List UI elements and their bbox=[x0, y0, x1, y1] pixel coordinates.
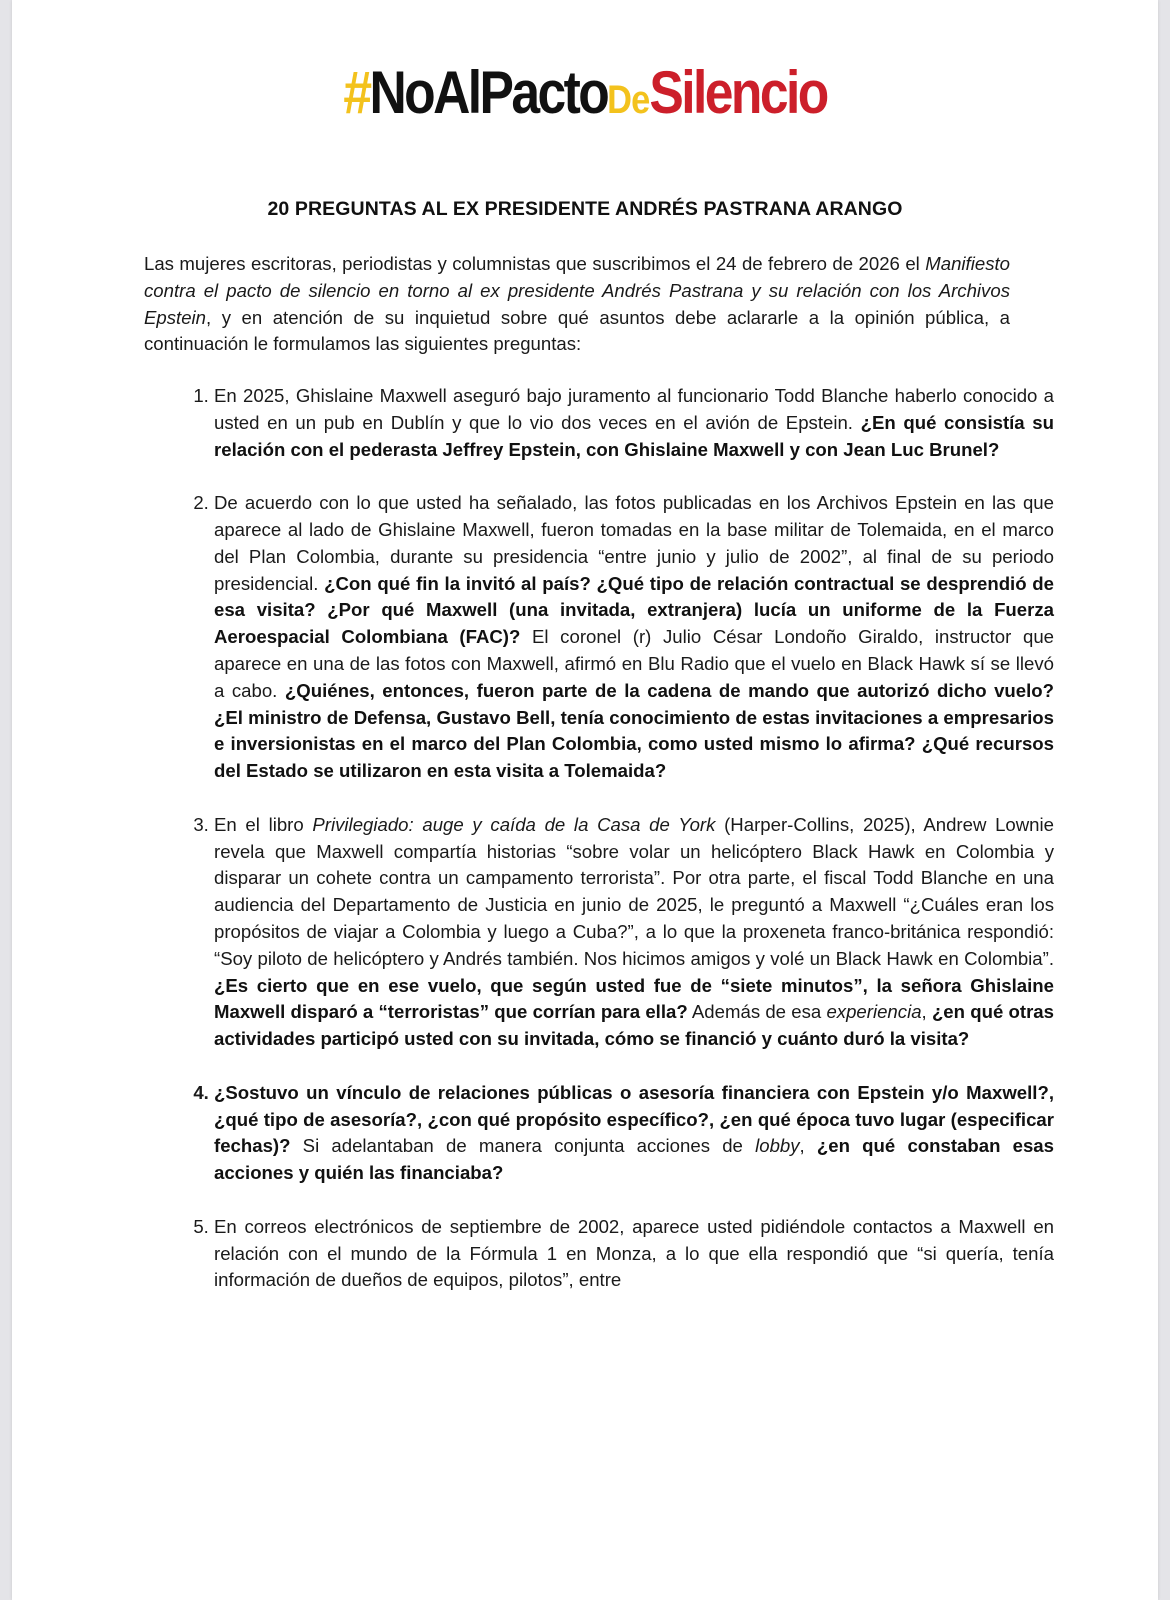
intro-paragraph bbox=[144, 251, 1010, 358]
campaign-logo bbox=[92, 58, 1078, 135]
question-bold: ¿Con qué fin la invitó al país? ¿Qué tipo de relación contractual se desprendió de esa visita? ¿Por qué Maxwell (una invitada, extranjera) lucía un uniforme de la Fuerza Aeroespacial Colombiana (FAC)? bbox=[214, 572, 1054, 648]
question-context: De acuerdo con lo que usted ha señalado, las fotos publicadas en los Archivos Epstein en las que aparece al lado de Ghislaine Maxwell, fueron tomadas en la base militar de Tolemaida, en el marco del Plan Colombia, durante su presidencia “entre junio y julio de 2002”, al final de su periodo presidencial. bbox=[214, 492, 1054, 594]
logo-de: De bbox=[607, 78, 650, 122]
question-context: , bbox=[799, 1135, 817, 1157]
question-2 bbox=[214, 490, 1054, 785]
question-context: , bbox=[921, 1001, 932, 1023]
document-title: 20 PREGUNTAS AL EX PRESIDENTE ANDRÉS PASTRANA ARANGO bbox=[267, 198, 903, 220]
question-context: El coronel (r) Julio César Londoño Giraldo, instructor que aparece en una de las fotos con Maxwell, afirmó en Blu Radio que el vuelo en Black Hawk sí se llevó a cabo. bbox=[214, 626, 1054, 701]
question-bold: ¿En qué consistía su relación con el pederasta Jeffrey Epstein, con Ghislaine Maxwell y con Jean Luc Brunel? bbox=[214, 411, 1054, 460]
question-bold: ¿en qué otras actividades participó usted con su invitada, cómo se financió y cuánto duró la visita? bbox=[214, 1001, 1054, 1050]
intro-text: Las mujeres escritoras, periodistas y columnistas que suscribimos el 24 de febrero de 2026 el bbox=[144, 253, 926, 274]
question-context: En 2025, Ghislaine Maxwell aseguró bajo juramento al funcionario Todd Blanche haberlo conocido a usted en un pub en Dublín y que lo vio dos veces en el avión de Epstein. bbox=[214, 385, 1054, 433]
question-context: Si adelantaban de manera conjunta acciones de bbox=[290, 1135, 756, 1157]
question-bold: ¿Es cierto que en ese vuelo, que según usted fue de “siete minutos”, la señora Ghislaine Maxwell disparó a “terroristas” que corrían para ella? bbox=[214, 974, 1054, 1023]
question-5 bbox=[214, 1214, 1054, 1294]
question-context: Además de esa bbox=[687, 1001, 827, 1023]
question-italic: lobby bbox=[755, 1135, 800, 1157]
questions-list bbox=[172, 383, 1054, 1321]
question-context: En el libro bbox=[214, 813, 313, 835]
intro-manifesto-title: Manifiesto contra el pacto de silencio en torno al ex presidente Andrés Pastrana y su relación con los Archivos Epstein bbox=[144, 253, 1010, 328]
question-bold: ¿Quiénes, entonces, fueron parte de la cadena de mando que autorizó dicho vuelo? ¿El ministro de Defensa, Gustavo Bell, tenía conocimiento de estas invitaciones a empresarios e inversionistas en el marco del Plan Colombia, como usted mismo lo afirma? ¿Qué recursos del Estado se utilizaron en esta visita a Tolemaida? bbox=[214, 679, 1054, 782]
question-1 bbox=[214, 383, 1054, 463]
question-bold: ¿en qué constaban esas acciones y quién las financiaba? bbox=[214, 1135, 1054, 1184]
book-title: Privilegiado: auge y caída de la Casa de York bbox=[312, 813, 716, 835]
question-italic: experiencia bbox=[826, 1001, 922, 1023]
question-context: (Harper-Collins, 2025), Andrew Lownie revela que Maxwell compartía historias “sobre volar un helicóptero Black Hawk en Colombia y disparar un cohete contra un campamento terrorista”. Por otra parte, el fiscal Todd Blanche en una audiencia del Departamento de Justicia en junio de 2025, le preguntó a Maxwell “¿Cuáles eran los propósitos de viajar a Colombia y luego a Cuba?”, a lo que la proxeneta franco-británica respondió: “Soy piloto de helicóptero y Andrés también. Nos hicimos amigos y volé un Black Hawk en Colombia”. bbox=[214, 813, 1054, 969]
intro-text: , y en atención de su inquietud sobre qué asuntos debe aclararle a la opinión pública, a continuación le formulamos las siguientes preguntas: bbox=[144, 306, 1010, 355]
question-bold: ¿Sostuvo un vínculo de relaciones públicas o asesoría financiera con Epstein y/o Maxwell?, ¿qué tipo de asesoría?, ¿con qué propósito específico?, ¿en qué época tuvo lugar (especificar fechas)? bbox=[214, 1081, 1054, 1157]
logo-hash: # bbox=[343, 59, 370, 126]
question-3 bbox=[214, 812, 1054, 1053]
question-context: En correos electrónicos de septiembre de 2002, aparece usted pidiéndole contactos a Maxwell en relación con el mundo de la Fórmula 1 en Monza, a lo que ella respondió que “si quería, tenía información de dueños de equipos, pilotos”, entre bbox=[214, 1215, 1054, 1291]
document-page bbox=[12, 0, 1158, 1600]
question-4 bbox=[214, 1080, 1054, 1187]
logo-noalpacto: NoAlPacto bbox=[369, 59, 608, 126]
logo-silencio: Silencio bbox=[649, 59, 827, 126]
